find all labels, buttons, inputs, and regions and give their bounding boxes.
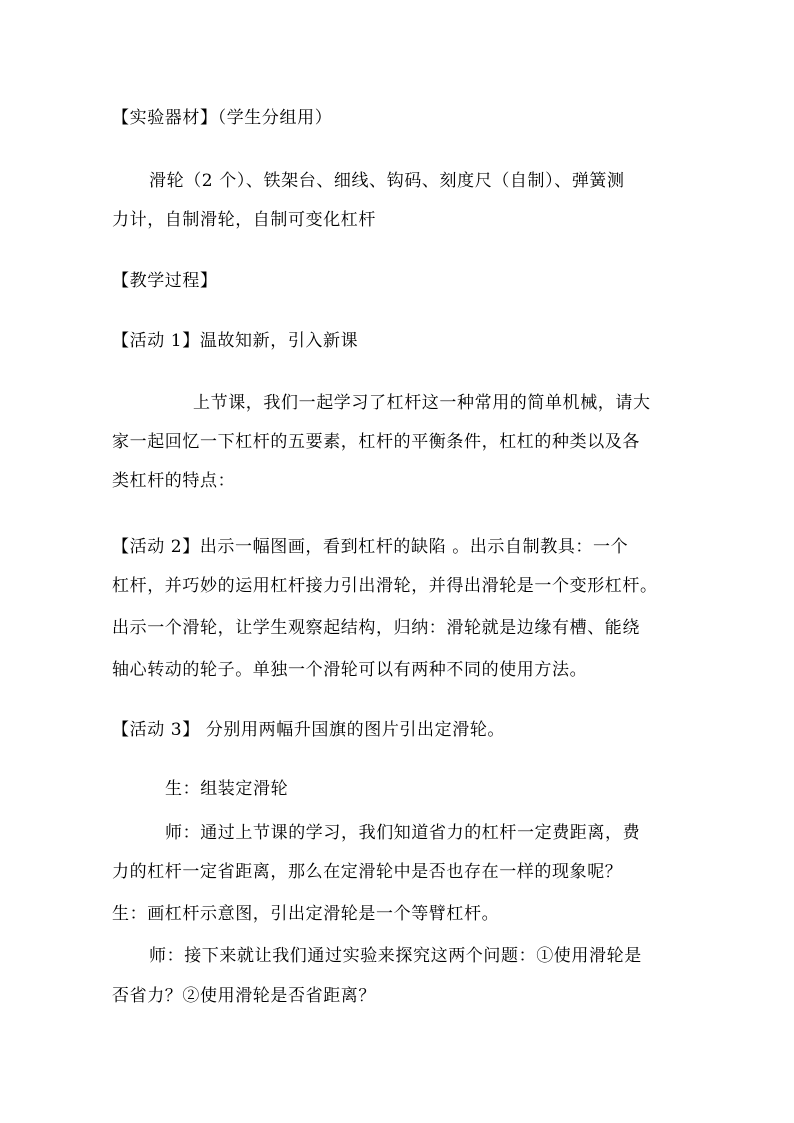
activity-heading-3: 【活动 3】 分别用两幅升国旗的图片引出定滑轮。 <box>112 720 506 740</box>
paragraph-line: 家一起回忆一下杠杆的五要素，杠杆的平衡条件，杠杠的种类以及各 <box>112 432 640 452</box>
dialogue-line: 生：画杠杆示意图，引出定滑轮是一个等臂杠杆。 <box>112 904 500 924</box>
dialogue-line: 生：组装定滑轮 <box>165 779 289 799</box>
paragraph-line: 力计，自制滑轮，自制可变化杠杆 <box>112 210 376 230</box>
paragraph-line: 力的杠杆一定省距离，那么在定滑轮中是否也存在一样的现象呢？ <box>112 862 623 882</box>
section-heading-process: 【教学过程】 <box>112 271 218 291</box>
paragraph-line: 否省力？②使用滑轮是否省距离？ <box>112 986 376 1006</box>
paragraph-line: 上节课，我们一起学习了杠杆这一种常用的简单机械，请大 <box>193 393 651 413</box>
paragraph-line: 类杠杆的特点： <box>112 471 236 491</box>
dialogue-line: 师：通过上节课的学习，我们知道省力的杠杆一定费距离，费 <box>165 823 641 843</box>
activity-heading-1: 【活动 1】温故知新，引入新课 <box>112 331 359 351</box>
paragraph-line: 轴心转动的轮子。单独一个滑轮可以有两种不同的使用方法。 <box>112 660 588 680</box>
paragraph-line: 滑轮（2 个）、铁架台、细线、钩码、刻度尺（自制）、弹簧测 <box>149 171 625 191</box>
paragraph-line: 杠杆，并巧妙的运用杠杆接力引出滑轮，并得出滑轮是一个变形杠杆。 <box>112 576 658 596</box>
dialogue-line: 师：接下来就让我们通过实验来探究这两个问题：①使用滑轮是 <box>149 946 642 966</box>
paragraph-line: 出示一个滑轮，让学生观察起结构，归纳：滑轮就是边缘有槽、能绕 <box>112 618 640 638</box>
activity-heading-2: 【活动 2】出示一幅图画，看到杠杆的缺陷 。出示自制教具：一个 <box>112 537 629 557</box>
section-heading-materials: 【实验器材】（学生分组用） <box>112 108 333 128</box>
